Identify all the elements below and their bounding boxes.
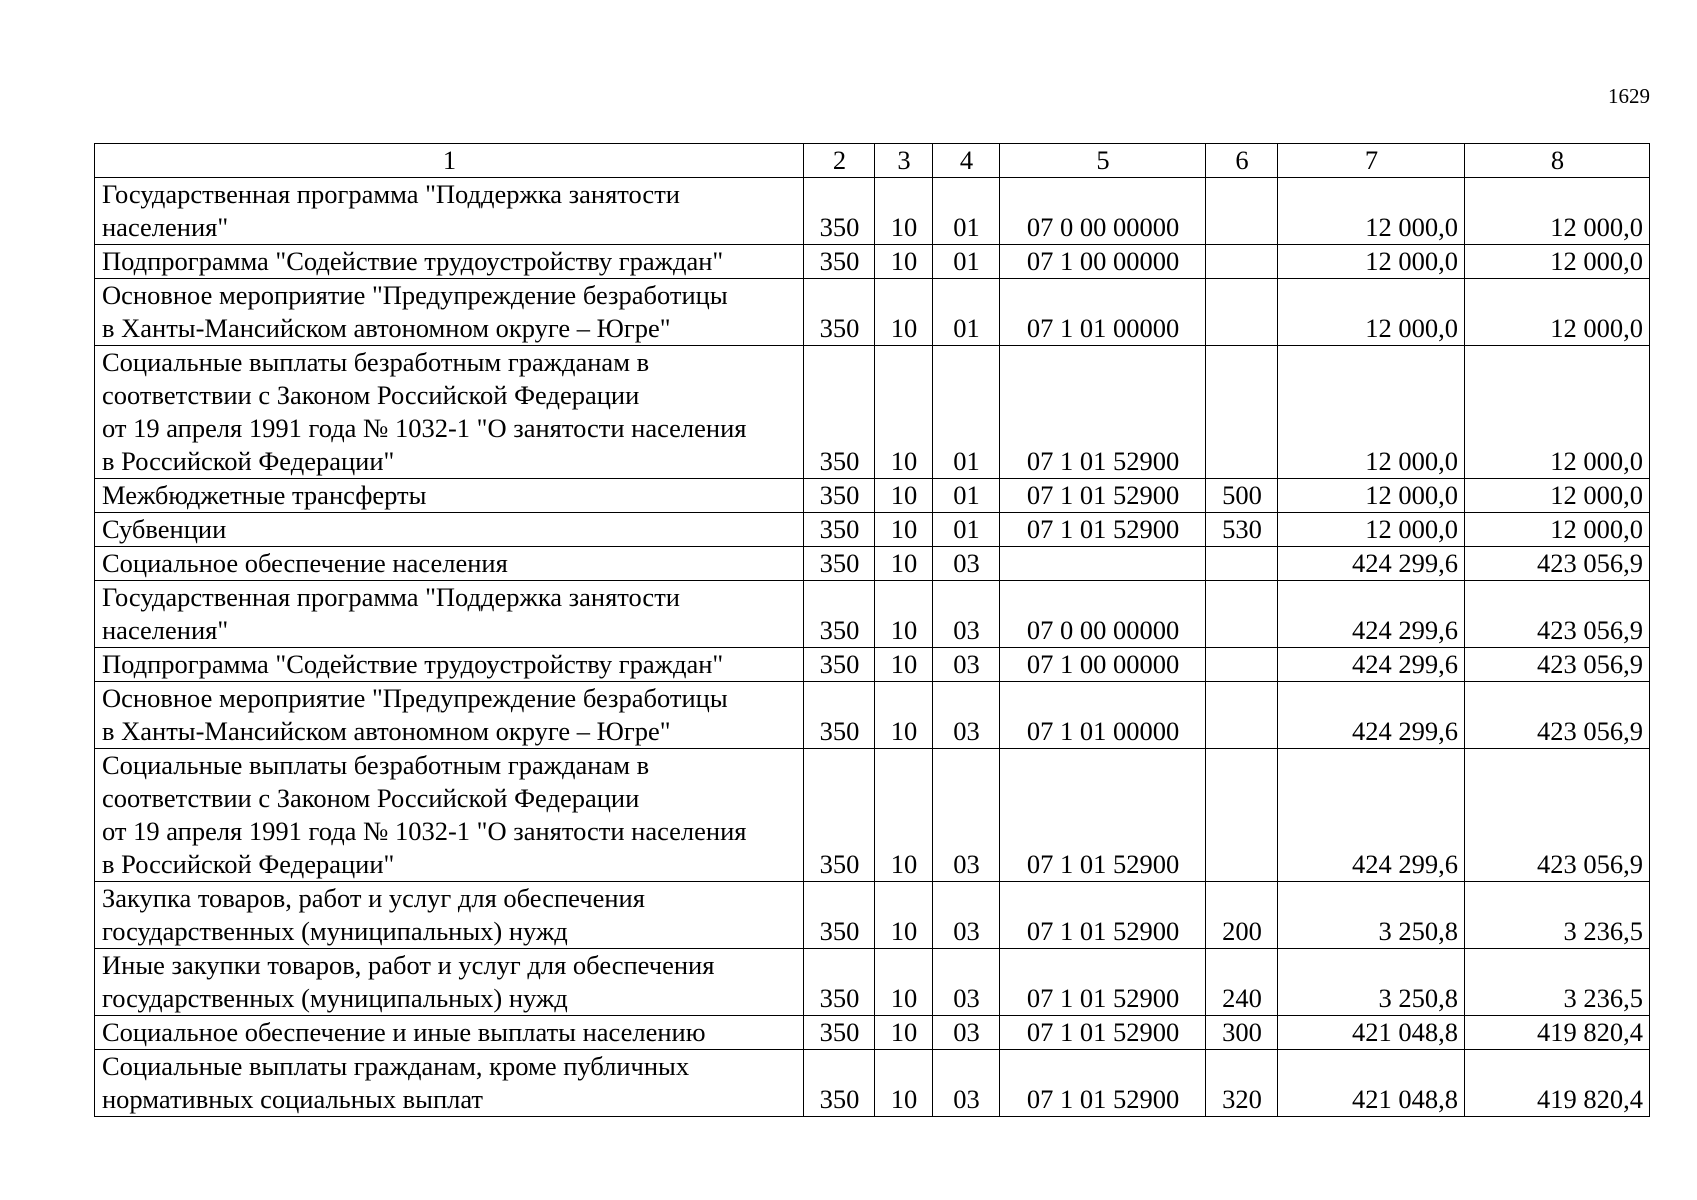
item-name-cell [95, 178, 804, 245]
amount-year2-cell: 419 820,4 [1465, 1050, 1650, 1117]
admin-code-cell: 350 [804, 749, 875, 882]
page-number: 1629 [1608, 84, 1650, 108]
table-row [95, 245, 1650, 279]
section-cell: 10 [875, 882, 933, 949]
subsection-cell: 03 [933, 1050, 1000, 1117]
table-body [95, 144, 1650, 1117]
target-article-cell: 07 1 01 00000 [1000, 682, 1206, 749]
admin-code-cell: 350 [804, 648, 875, 682]
section-cell: 10 [875, 648, 933, 682]
subsection-cell: 03 [933, 547, 1000, 581]
amount-year1-cell: 424 299,6 [1278, 749, 1465, 882]
amount-year1-cell: 12 000,0 [1278, 513, 1465, 547]
header-cell: 2 [804, 144, 875, 178]
header-cell: 1 [95, 144, 804, 178]
table-row [95, 882, 1650, 949]
target-article-cell: 07 0 00 00000 [1000, 581, 1206, 648]
amount-year2-cell: 12 000,0 [1465, 479, 1650, 513]
section-cell: 10 [875, 547, 933, 581]
amount-year2-cell: 423 056,9 [1465, 749, 1650, 882]
amount-year1-cell: 12 000,0 [1278, 479, 1465, 513]
target-article-cell: 07 1 01 52900 [1000, 1016, 1206, 1050]
admin-code-cell: 350 [804, 682, 875, 749]
expense-type-cell [1206, 682, 1278, 749]
header-cell: 7 [1278, 144, 1465, 178]
expense-type-cell [1206, 648, 1278, 682]
item-name-line: соответствии с Законом Российской Федерации [102, 380, 640, 410]
item-name-cell [95, 547, 804, 581]
target-article-cell: 07 1 00 00000 [1000, 245, 1206, 279]
item-name-line: в Ханты-Мансийском автономном округе – Югре" [102, 716, 671, 746]
target-article-cell: 07 1 01 52900 [1000, 882, 1206, 949]
section-cell: 10 [875, 279, 933, 346]
amount-year2-cell: 423 056,9 [1465, 682, 1650, 749]
item-name-line: Основное мероприятие "Предупреждение безработицы [102, 280, 728, 310]
amount-year1-cell: 3 250,8 [1278, 949, 1465, 1016]
amount-year2-cell: 12 000,0 [1465, 178, 1650, 245]
item-name-line: Межбюджетные трансферты [102, 480, 427, 510]
item-name-cell [95, 749, 804, 882]
subsection-cell: 03 [933, 882, 1000, 949]
admin-code-cell: 350 [804, 245, 875, 279]
item-name-line: от 19 апреля 1991 года № 1032-1 "О занятости населения [102, 413, 747, 443]
amount-year2-cell: 12 000,0 [1465, 513, 1650, 547]
item-name-line: Закупка товаров, работ и услуг для обеспечения [102, 883, 645, 913]
item-name-line: Социальные выплаты гражданам, кроме публичных [102, 1051, 690, 1081]
expense-type-cell: 200 [1206, 882, 1278, 949]
subsection-cell: 03 [933, 581, 1000, 648]
subsection-cell: 03 [933, 749, 1000, 882]
section-cell: 10 [875, 1050, 933, 1117]
table-row [95, 547, 1650, 581]
expense-type-cell [1206, 346, 1278, 479]
subsection-cell: 01 [933, 346, 1000, 479]
section-cell: 10 [875, 581, 933, 648]
item-name-cell [95, 1016, 804, 1050]
item-name-line: в Российской Федерации" [102, 849, 395, 879]
item-name-cell [95, 882, 804, 949]
section-cell: 10 [875, 682, 933, 749]
expense-type-cell [1206, 547, 1278, 581]
admin-code-cell: 350 [804, 479, 875, 513]
subsection-cell: 03 [933, 682, 1000, 749]
subsection-cell: 03 [933, 648, 1000, 682]
admin-code-cell: 350 [804, 882, 875, 949]
item-name-line: нормативных социальных выплат [102, 1084, 484, 1114]
amount-year1-cell: 3 250,8 [1278, 882, 1465, 949]
amount-year2-cell: 3 236,5 [1465, 949, 1650, 1016]
item-name-line: населения" [102, 212, 229, 242]
header-cell: 4 [933, 144, 1000, 178]
item-name-line: в Ханты-Мансийском автономном округе – Югре" [102, 313, 671, 343]
section-cell: 10 [875, 245, 933, 279]
target-article-cell: 07 1 01 52900 [1000, 513, 1206, 547]
admin-code-cell: 350 [804, 513, 875, 547]
item-name-cell [95, 949, 804, 1016]
subsection-cell: 01 [933, 279, 1000, 346]
item-name-line: Государственная программа "Поддержка занятости [102, 582, 680, 612]
admin-code-cell: 350 [804, 1050, 875, 1117]
section-cell: 10 [875, 749, 933, 882]
subsection-cell: 01 [933, 479, 1000, 513]
item-name-cell [95, 279, 804, 346]
section-cell: 10 [875, 479, 933, 513]
amount-year2-cell: 12 000,0 [1465, 346, 1650, 479]
target-article-cell: 07 1 01 00000 [1000, 279, 1206, 346]
item-name-line: Социальные выплаты безработным гражданам в [102, 750, 650, 780]
expense-type-cell [1206, 245, 1278, 279]
target-article-cell: 07 0 00 00000 [1000, 178, 1206, 245]
admin-code-cell: 350 [804, 547, 875, 581]
subsection-cell: 01 [933, 513, 1000, 547]
amount-year1-cell: 12 000,0 [1278, 245, 1465, 279]
table-row [95, 749, 1650, 882]
item-name-cell [95, 479, 804, 513]
table-row [95, 178, 1650, 245]
table-row [95, 479, 1650, 513]
budget-table [94, 143, 1650, 1117]
amount-year2-cell: 12 000,0 [1465, 245, 1650, 279]
admin-code-cell: 350 [804, 1016, 875, 1050]
amount-year2-cell: 3 236,5 [1465, 882, 1650, 949]
admin-code-cell: 350 [804, 279, 875, 346]
item-name-cell [95, 581, 804, 648]
expense-type-cell [1206, 279, 1278, 346]
amount-year2-cell: 423 056,9 [1465, 648, 1650, 682]
section-cell: 10 [875, 346, 933, 479]
item-name-line: населения" [102, 615, 229, 645]
section-cell: 10 [875, 178, 933, 245]
table-row [95, 1050, 1650, 1117]
table-row [95, 346, 1650, 479]
target-article-cell: 07 1 01 52900 [1000, 749, 1206, 882]
amount-year1-cell: 421 048,8 [1278, 1016, 1465, 1050]
table-header-row [95, 144, 1650, 178]
item-name-line: Социальное обеспечение населения [102, 548, 508, 578]
section-cell: 10 [875, 1016, 933, 1050]
target-article-cell: 07 1 01 52900 [1000, 1050, 1206, 1117]
subsection-cell: 03 [933, 949, 1000, 1016]
item-name-cell [95, 513, 804, 547]
subsection-cell: 03 [933, 1016, 1000, 1050]
amount-year1-cell: 424 299,6 [1278, 682, 1465, 749]
admin-code-cell: 350 [804, 346, 875, 479]
table-row [95, 279, 1650, 346]
admin-code-cell: 350 [804, 581, 875, 648]
item-name-line: в Российской Федерации" [102, 446, 395, 476]
table-row [95, 513, 1650, 547]
section-cell: 10 [875, 949, 933, 1016]
item-name-line: Социальные выплаты безработным гражданам в [102, 347, 650, 377]
expense-type-cell: 300 [1206, 1016, 1278, 1050]
expense-type-cell [1206, 178, 1278, 245]
admin-code-cell: 350 [804, 178, 875, 245]
item-name-line: государственных (муниципальных) нужд [102, 916, 568, 946]
table-row [95, 581, 1650, 648]
item-name-line: соответствии с Законом Российской Федерации [102, 783, 640, 813]
amount-year2-cell: 423 056,9 [1465, 547, 1650, 581]
expense-type-cell: 320 [1206, 1050, 1278, 1117]
amount-year1-cell: 12 000,0 [1278, 279, 1465, 346]
item-name-line: Государственная программа "Поддержка занятости [102, 179, 680, 209]
target-article-cell: 07 1 01 52900 [1000, 479, 1206, 513]
expense-type-cell [1206, 581, 1278, 648]
target-article-cell [1000, 547, 1206, 581]
target-article-cell: 07 1 01 52900 [1000, 949, 1206, 1016]
amount-year1-cell: 424 299,6 [1278, 547, 1465, 581]
header-cell: 6 [1206, 144, 1278, 178]
item-name-line: государственных (муниципальных) нужд [102, 983, 568, 1013]
item-name-line: Субвенции [102, 514, 227, 544]
amount-year1-cell: 12 000,0 [1278, 178, 1465, 245]
item-name-line: Иные закупки товаров, работ и услуг для обеспечения [102, 950, 715, 980]
target-article-cell: 07 1 01 52900 [1000, 346, 1206, 479]
admin-code-cell: 350 [804, 949, 875, 1016]
header-cell: 3 [875, 144, 933, 178]
table-row [95, 648, 1650, 682]
item-name-cell [95, 1050, 804, 1117]
subsection-cell: 01 [933, 245, 1000, 279]
section-cell: 10 [875, 513, 933, 547]
subsection-cell: 01 [933, 178, 1000, 245]
item-name-line: Основное мероприятие "Предупреждение безработицы [102, 683, 728, 713]
table-row [95, 949, 1650, 1016]
expense-type-cell [1206, 749, 1278, 882]
item-name-cell [95, 346, 804, 479]
item-name-line: Подпрограмма "Содействие трудоустройству граждан" [102, 246, 724, 276]
table-row [95, 1016, 1650, 1050]
item-name-line: Подпрограмма "Содействие трудоустройству граждан" [102, 649, 724, 679]
header-cell: 8 [1465, 144, 1650, 178]
item-name-line: Социальное обеспечение и иные выплаты населению [102, 1017, 706, 1047]
amount-year1-cell: 421 048,8 [1278, 1050, 1465, 1117]
amount-year2-cell: 423 056,9 [1465, 581, 1650, 648]
amount-year1-cell: 12 000,0 [1278, 346, 1465, 479]
amount-year2-cell: 419 820,4 [1465, 1016, 1650, 1050]
expense-type-cell: 500 [1206, 479, 1278, 513]
header-cell: 5 [1000, 144, 1206, 178]
expense-type-cell: 530 [1206, 513, 1278, 547]
expense-type-cell: 240 [1206, 949, 1278, 1016]
amount-year1-cell: 424 299,6 [1278, 581, 1465, 648]
target-article-cell: 07 1 00 00000 [1000, 648, 1206, 682]
item-name-cell [95, 648, 804, 682]
item-name-cell [95, 682, 804, 749]
amount-year1-cell: 424 299,6 [1278, 648, 1465, 682]
amount-year2-cell: 12 000,0 [1465, 279, 1650, 346]
item-name-line: от 19 апреля 1991 года № 1032-1 "О занятости населения [102, 816, 747, 846]
item-name-cell [95, 245, 804, 279]
table-row [95, 682, 1650, 749]
